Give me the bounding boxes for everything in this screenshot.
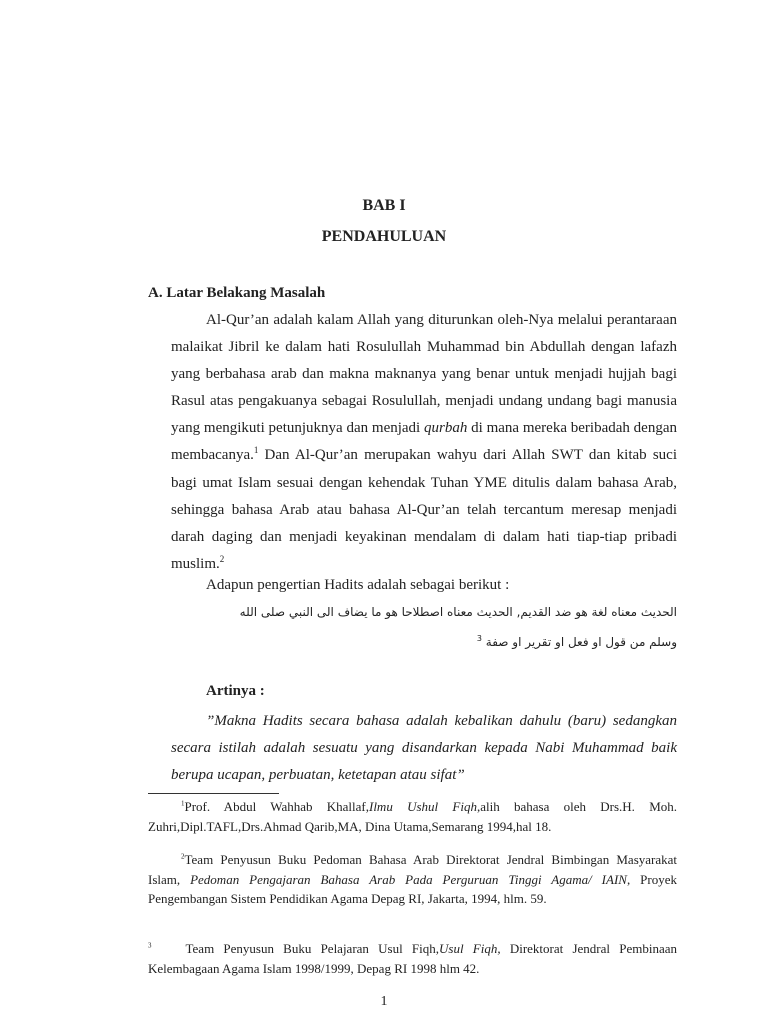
footnote-1-title: Ilmu Ushul Fiqh [368,799,477,814]
footnote-2-post: , Proyek Pengembangan Sistem Pendidikan Agama Depag RI, Jakarta, 1994, hlm. 59. [148,871,677,906]
footnote-2-marker: 2 [181,852,185,861]
paragraph-text-part2: di mana mereka beribadah dengan membacanya. [171,420,677,464]
term-qurbah: qurbah [424,420,468,437]
footnote-2-title: Pedoman Pengajaran Bahasa Arab Pada Perguruan Tinggi Agama/ IAIN [190,871,627,887]
paragraph-background [171,307,677,578]
footnote-1 [148,797,677,836]
footnote-1-post: ,alih bahasa oleh Drs.H. Moh. Zuhri,Dipl.TAFL,Drs.Ahmad Qarib,MA, Dina Utama,Semarang 1994,hal 18. [148,799,677,834]
page-number: 1 [380,994,388,1009]
chapter-number: BAB I [362,197,406,214]
footnote-ref-1: 1 [253,445,259,456]
arabic-quote-line2 [477,627,677,654]
hadits-translation: ”Makna Hadits secara bahasa adalah kebalikan dahulu (baru) sedangkan secara istilah adalah sesuatu yang disandarkan kepada Nabi Muhammad baik berupa ucapan, perbuatan, ketetapan atau sifat” [171,713,677,784]
footnote-3-post: Direktorat Jendral Pembinaan Kelembagaan Agama Islam 1998/1999, Depag RI 1998 hlm 42. [148,941,677,976]
footnote-3 [148,939,677,978]
section-heading: A. Latar Belakang Masalah [148,285,326,301]
artinya-label: Artinya : [206,683,265,699]
footnote-2 [148,850,677,909]
footnote-3-pre: Team Penyusun Buku Pelajaran Usul Fiqh, [185,941,440,956]
arabic-line2-text: وسلم من قول او فعل او تقرير او صفة [485,635,677,649]
chapter-title: PENDAHULUAN [321,228,447,245]
footnote-ref-3: 3 [476,634,482,643]
paragraph-text-part3: Dan Al-Qur’an merupakan wahyu dari Allah SWT dan kitab suci bagi umat Islam sesuai dengan kehendak Tuhan YME ditulis dalam bahasa Arab, sehingga bahasa Arab atau bahasa Al-Qur’an telah tercantum meresap menjadi darah daging dan menjadi keyakinan mendalam di dalam hati tiap-tiap pribadi muslim. [171,447,677,572]
footnote-1-marker: 1 [181,799,185,808]
paragraph-text-part1: Al-Qur’an adalah kalam Allah yang diturunkan oleh-Nya melalui perantaraan malaikat Jibril ke dalam hati Rosulullah Muhammad bin Abdullah dengan lafazh yang berbahasa arab dan makna maknanya yang benar untuk menjadi hujjah bagi Rasul atas pengakuanya sebagai Rosulullah, menjadi undang undang bagi manusia yang mengikuti petunjuknya dan menjadi [171,312,677,437]
footnote-1-pre: Prof. Abdul Wahhab Khallaf, [184,799,369,814]
footnote-ref-2: 2 [219,553,225,564]
paragraph-hadits-intro: Adapun pengertian Hadits adalah sebagai berikut : [206,577,510,593]
footnote-3-marker: 3 [148,941,152,950]
arabic-quote-line1: الحديث معناه لغة هو ضد القديم, الحديث معناه اصطلاحا هو ما يضاف الى النبي صلى الله [239,605,677,619]
footnote-2-pre: Team Penyusun Buku Pedoman Bahasa Arab Direktorat Jendral Bimbingan Masyarakat Islam, [148,852,677,887]
footnote-3-title: Usul Fiqh, [439,941,501,956]
footnote-divider [148,793,279,794]
